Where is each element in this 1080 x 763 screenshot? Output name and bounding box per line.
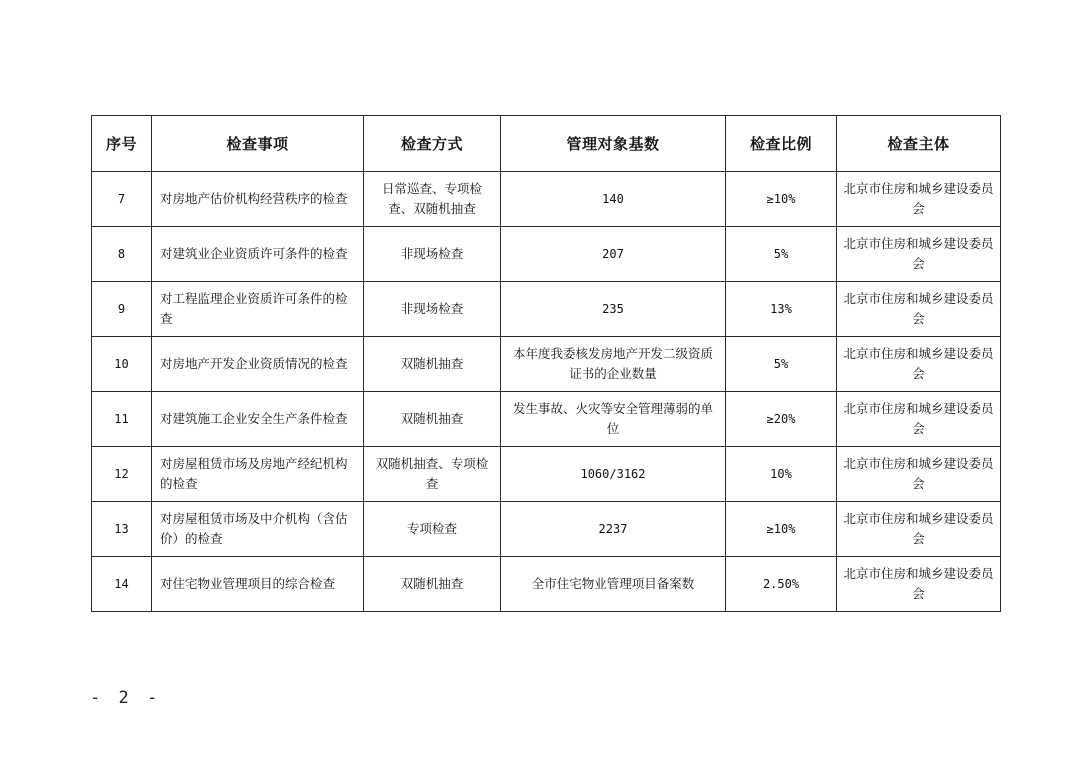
row-subject: 北京市住房和城乡建设委员会 xyxy=(837,227,1001,282)
table-row xyxy=(92,447,1001,502)
row-subject: 北京市住房和城乡建设委员会 xyxy=(837,392,1001,447)
row-number: 7 xyxy=(92,172,152,227)
row-item: 对工程监理企业资质许可条件的检查 xyxy=(152,282,364,337)
table-row xyxy=(92,337,1001,392)
inspection-table xyxy=(91,115,1001,612)
page-number: - 2 - xyxy=(90,688,162,708)
row-method: 非现场检查 xyxy=(364,282,501,337)
row-ratio: ≥20% xyxy=(726,392,837,447)
row-subject: 北京市住房和城乡建设委员会 xyxy=(837,502,1001,557)
row-ratio: ≥10% xyxy=(726,502,837,557)
row-subject: 北京市住房和城乡建设委员会 xyxy=(837,447,1001,502)
header-inspection-ratio: 检查比例 xyxy=(726,116,837,172)
row-ratio: 2.50% xyxy=(726,557,837,612)
row-base: 140 xyxy=(501,172,726,227)
row-item: 对房地产开发企业资质情况的检查 xyxy=(152,337,364,392)
header-inspection-subject: 检查主体 xyxy=(837,116,1001,172)
header-management-base: 管理对象基数 xyxy=(501,116,726,172)
row-item: 对建筑施工企业安全生产条件检查 xyxy=(152,392,364,447)
row-number: 12 xyxy=(92,447,152,502)
row-number: 8 xyxy=(92,227,152,282)
header-inspection-method: 检查方式 xyxy=(364,116,501,172)
table-row xyxy=(92,557,1001,612)
row-method: 非现场检查 xyxy=(364,227,501,282)
row-base: 235 xyxy=(501,282,726,337)
row-item: 对房屋租赁市场及房地产经纪机构的检查 xyxy=(152,447,364,502)
table-row xyxy=(92,172,1001,227)
row-subject: 北京市住房和城乡建设委员会 xyxy=(837,172,1001,227)
row-method: 双随机抽查 xyxy=(364,392,501,447)
table-row xyxy=(92,227,1001,282)
row-method: 日常巡查、专项检查、双随机抽查 xyxy=(364,172,501,227)
row-subject: 北京市住房和城乡建设委员会 xyxy=(837,282,1001,337)
table-row xyxy=(92,392,1001,447)
row-method: 双随机抽查 xyxy=(364,557,501,612)
row-base: 207 xyxy=(501,227,726,282)
row-item: 对房屋租赁市场及中介机构（含估价）的检查 xyxy=(152,502,364,557)
row-item: 对住宅物业管理项目的综合检查 xyxy=(152,557,364,612)
row-number: 9 xyxy=(92,282,152,337)
table-header-row xyxy=(92,116,1001,172)
row-number: 10 xyxy=(92,337,152,392)
row-base: 发生事故、火灾等安全管理薄弱的单位 xyxy=(501,392,726,447)
row-ratio: 5% xyxy=(726,337,837,392)
row-ratio: ≥10% xyxy=(726,172,837,227)
row-ratio: 13% xyxy=(726,282,837,337)
row-method: 双随机抽查、专项检查 xyxy=(364,447,501,502)
row-number: 14 xyxy=(92,557,152,612)
row-subject: 北京市住房和城乡建设委员会 xyxy=(837,557,1001,612)
row-base: 全市住宅物业管理项目备案数 xyxy=(501,557,726,612)
row-item: 对建筑业企业资质许可条件的检查 xyxy=(152,227,364,282)
header-inspection-item: 检查事项 xyxy=(152,116,364,172)
row-base: 2237 xyxy=(501,502,726,557)
table-row xyxy=(92,502,1001,557)
row-item: 对房地产估价机构经营秩序的检查 xyxy=(152,172,364,227)
row-number: 11 xyxy=(92,392,152,447)
row-method: 双随机抽查 xyxy=(364,337,501,392)
row-base: 1060/3162 xyxy=(501,447,726,502)
row-base: 本年度我委核发房地产开发二级资质证书的企业数量 xyxy=(501,337,726,392)
table-row xyxy=(92,282,1001,337)
row-number: 13 xyxy=(92,502,152,557)
row-method: 专项检查 xyxy=(364,502,501,557)
row-ratio: 10% xyxy=(726,447,837,502)
row-subject: 北京市住房和城乡建设委员会 xyxy=(837,337,1001,392)
row-ratio: 5% xyxy=(726,227,837,282)
header-serial-number: 序号 xyxy=(92,116,152,172)
